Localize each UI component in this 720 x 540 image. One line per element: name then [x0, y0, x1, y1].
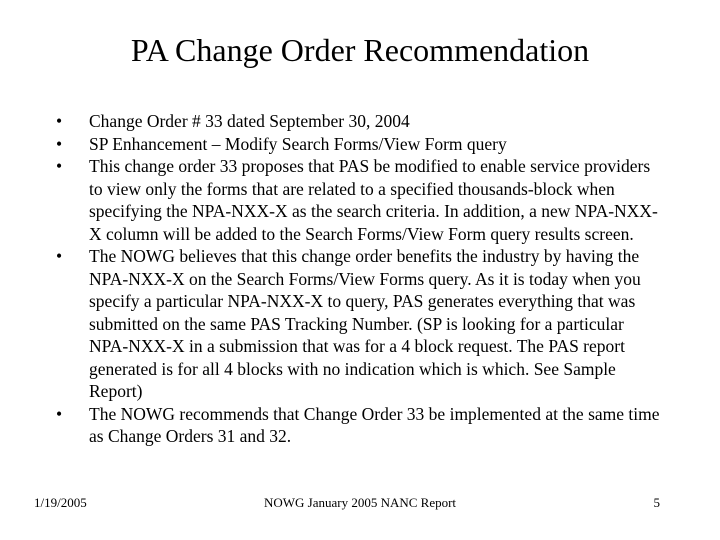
bullet-item-change-order-number [55, 110, 665, 133]
bullet-list [55, 110, 665, 448]
footer-date: 1/19/2005 [34, 495, 87, 510]
bullet-icon: • [56, 403, 63, 424]
bullet-text: This change order 33 proposes that PAS be modified to enable service providers to view only the forms that are related to a specified thousands-block when specifying the NPA-NXX-X as the search criteria. In addition, a new NPA-NXX-X column will be added to the Search Forms/View Form query results screen. [89, 156, 658, 244]
footer-page-number: 5 [653, 495, 660, 510]
slide-title: PA Change Order Recommendation [130, 32, 590, 68]
bullet-item-sp-enhancement [55, 133, 665, 156]
bullet-text: Change Order # 33 dated September 30, 2004 [89, 111, 410, 131]
bullet-item-nowg-recommendation [55, 403, 665, 448]
bullet-text: The NOWG believes that this change order benefits the industry by having the NPA-NXX-X on the Search Forms/View Forms query. As it is today when you specify a particular NPA-NXX-X to query, PAS generates everything that was submitted on the same PAS Tracking Number. (SP is looking for a particular NPA-NXX-X in a submission that was for a 4 block request. The PAS report generated is for all 4 blocks with no indication which is which. See Sample Report) [89, 246, 641, 401]
footer-title: NOWG January 2005 NANC Report [263, 495, 457, 510]
bullet-icon: • [56, 133, 63, 154]
bullet-text: The NOWG recommends that Change Order 33 be implemented at the same time as Change Orders 31 and 32. [89, 403, 660, 446]
bullet-item-nowg-belief [55, 245, 665, 403]
bullet-icon: • [56, 111, 63, 131]
bullet-item-proposal [55, 155, 665, 245]
bullet-icon: • [56, 156, 63, 176]
bullet-text: SP Enhancement – Modify Search Forms/View Form query [89, 133, 507, 154]
bullet-icon: • [56, 246, 63, 266]
